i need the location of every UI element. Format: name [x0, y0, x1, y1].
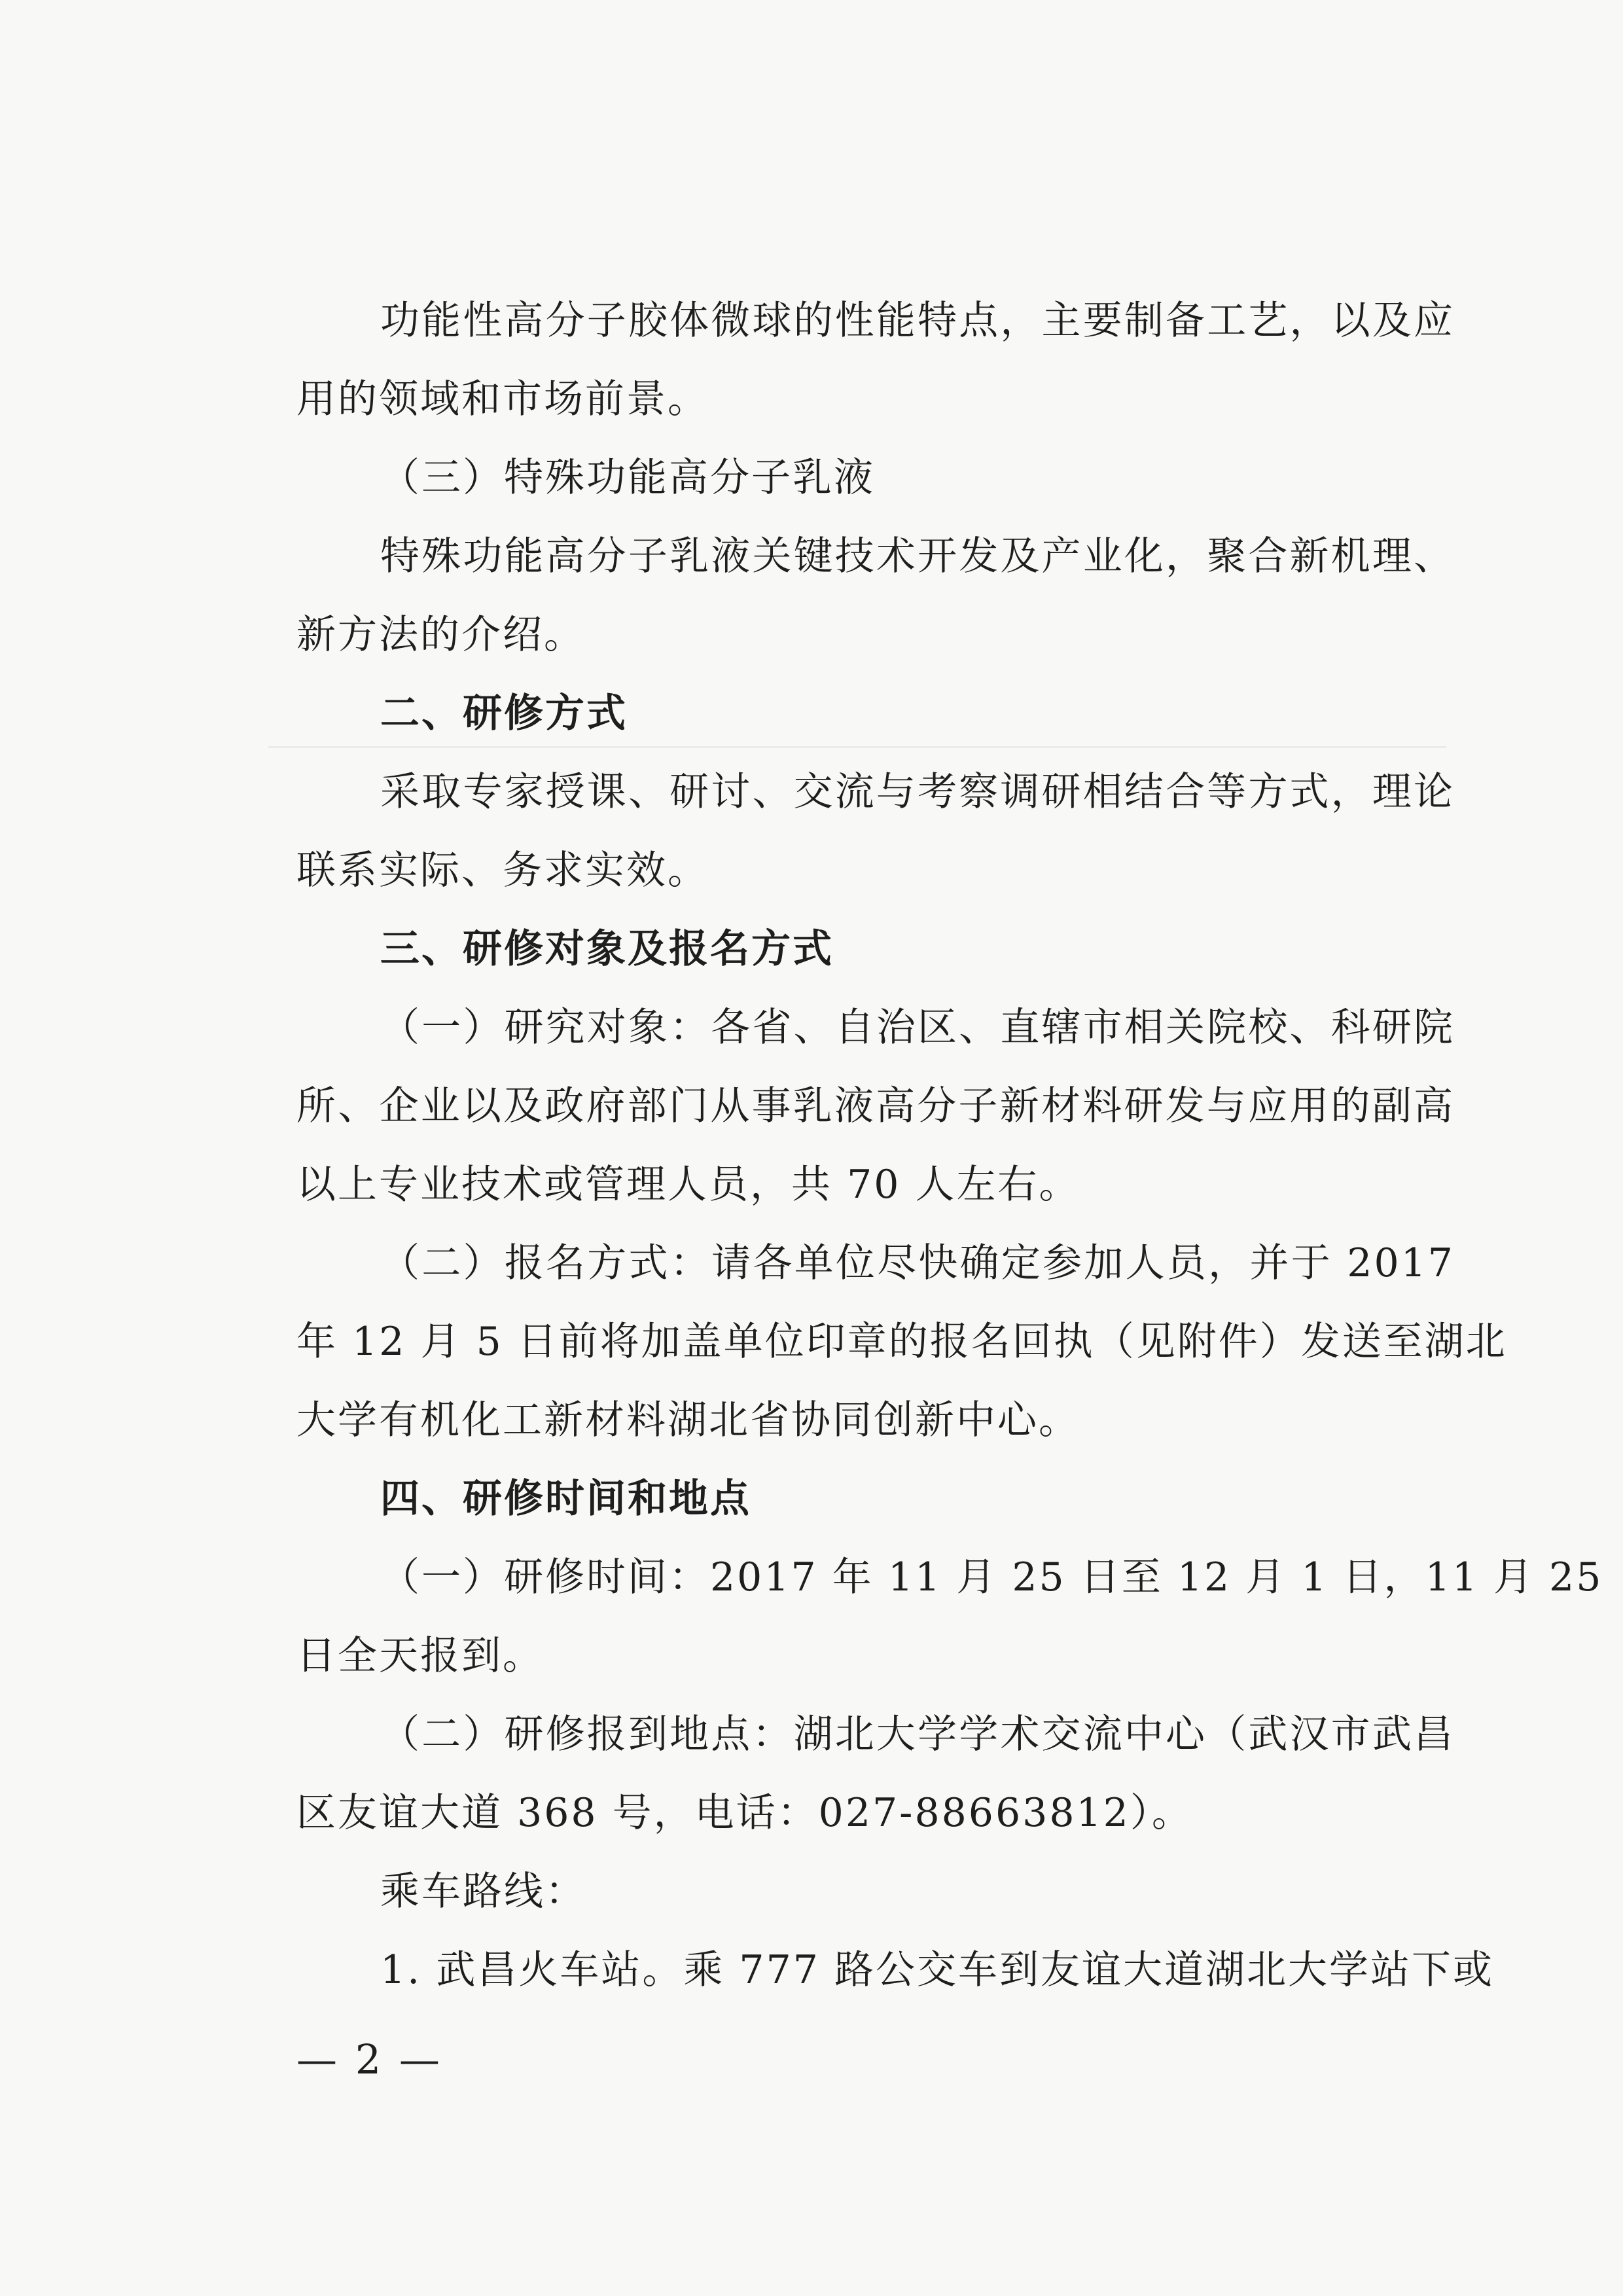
page-number: — 2 —: [296, 2036, 442, 2083]
paragraph-line: （一）研修时间：2017 年 11 月 25 日至 12 月 1 日，11 月 25: [380, 1554, 1603, 1600]
paragraph-line: 大学有机化工新材料湖北省协同创新中心。: [296, 1397, 1080, 1443]
paragraph-line: （二）报名方式：请各单位尽快确定参加人员，并于 2017: [380, 1240, 1455, 1286]
paragraph-line: 年 12 月 5 日前将加盖单位印章的报名回执（见附件）发送至湖北: [296, 1319, 1507, 1365]
section-heading: 三、研修对象及报名方式: [380, 926, 834, 972]
paragraph-line: 日全天报到。: [296, 1633, 544, 1679]
paragraph-line: 采取专家授课、研讨、交流与考察调研相结合等方式，理论: [380, 769, 1455, 815]
section-heading: 四、研修时间和地点: [380, 1476, 751, 1522]
paragraph-line: 特殊功能高分子乳液关键技术开发及产业化，聚合新机理、: [380, 533, 1455, 579]
paragraph-line: （二）研修报到地点：湖北大学学术交流中心（武汉市武昌: [380, 1712, 1455, 1757]
paragraph-line: 联系实际、务求实效。: [296, 848, 709, 893]
paragraph-line: 乘车路线：: [380, 1869, 586, 1914]
paragraph-line: 新方法的介绍。: [296, 612, 585, 658]
paragraph-line: 1. 武昌火车站。乘 777 路公交车到友谊大道湖北大学站下或: [380, 1947, 1494, 1993]
paragraph-line: 功能性高分子胶体微球的性能特点，主要制备工艺，以及应: [380, 298, 1455, 344]
paragraph-line: （三）特殊功能高分子乳液: [380, 455, 875, 501]
document-body: [296, 281, 1603, 2009]
paragraph-line: 所、企业以及政府部门从事乳液高分子新材料研发与应用的副高: [296, 1083, 1455, 1129]
paragraph-line: 区友谊大道 368 号，电话：027-88663812）。: [296, 1790, 1193, 1836]
paragraph-line: 用的领域和市场前景。: [296, 376, 709, 422]
paragraph-line: （一）研究对象：各省、自治区、直辖市相关院校、科研院: [380, 1005, 1455, 1050]
section-heading: 二、研修方式: [380, 691, 628, 736]
paragraph-line: 以上专业技术或管理人员，共 70 人左右。: [296, 1162, 1080, 1208]
